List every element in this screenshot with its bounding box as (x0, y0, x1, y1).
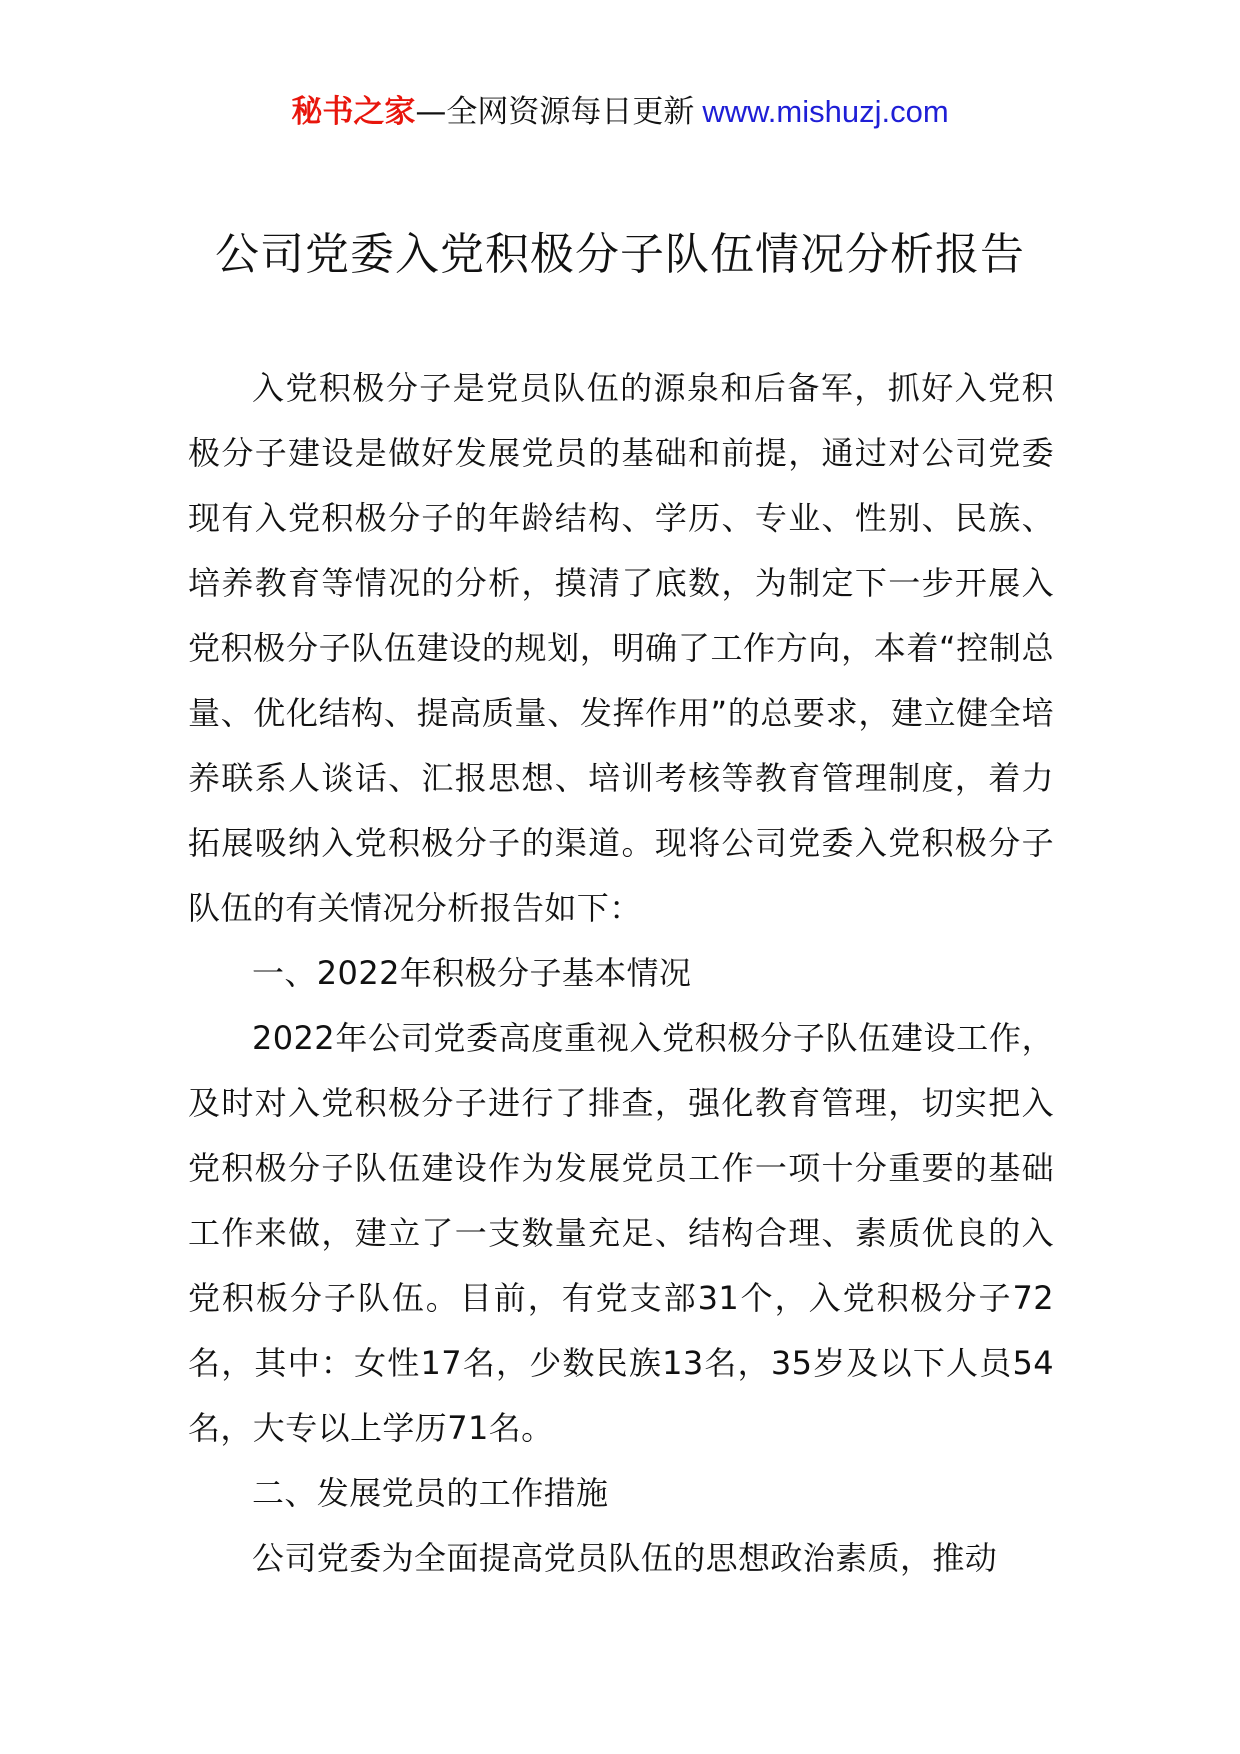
intro-paragraph: 入党积极分子是党员队伍的源泉和后备军，抓好入党积极分子建设是做好发展党员的基础和前提，通过对公司党委现有入党积极分子的年龄结构、学历、专业、性别、民族、培养教育等情况的分析，摸清了底数，为制定下一步开展入党积极分子队伍建设的规划，明确了工作方向，本着“控制总量、优化结构、提高质量、发挥作用”的总要求，建立健全培养联系人谈话、汇报思想、培训考核等教育管理制度，着力拓展吸纳入党积极分子的渠道。现将公司党委入党积极分子队伍的有关情况分析报告如下： (188, 369, 1054, 927)
document-body (188, 356, 1054, 1591)
section-2-paragraph: 公司党委为全面提高党员队伍的思想政治素质，推动 (252, 1539, 998, 1577)
site-header (0, 92, 1240, 132)
section-heading-2: 二、发展党员的工作措施 (252, 1474, 609, 1512)
section-1-paragraph: 2022年公司党委高度重视入党积极分子队伍建设工作，及时对入党积极分子进行了排查，强化教育管理，切实把入党积极分子队伍建设作为发展党员工作一项十分重要的基础工作来做，建立了一支数量充足、结构合理、素质优良的入党积板分子队伍。目前，有党支部31个，入党积极分子72名，其中：女性17名，少数民族13名，35岁及以下人员54名，大专以上学历71名。 (188, 1019, 1054, 1447)
site-url[interactable]: www.mishuzj.com (702, 94, 949, 129)
section-heading-1: 一、2022年积极分子基本情况 (252, 954, 692, 992)
brand-name: 秘书之家 (291, 94, 416, 130)
header-tagline: —全网资源每日更新 (415, 94, 695, 130)
document-title: 公司党委入党积极分子队伍情况分析报告 (215, 229, 1025, 280)
